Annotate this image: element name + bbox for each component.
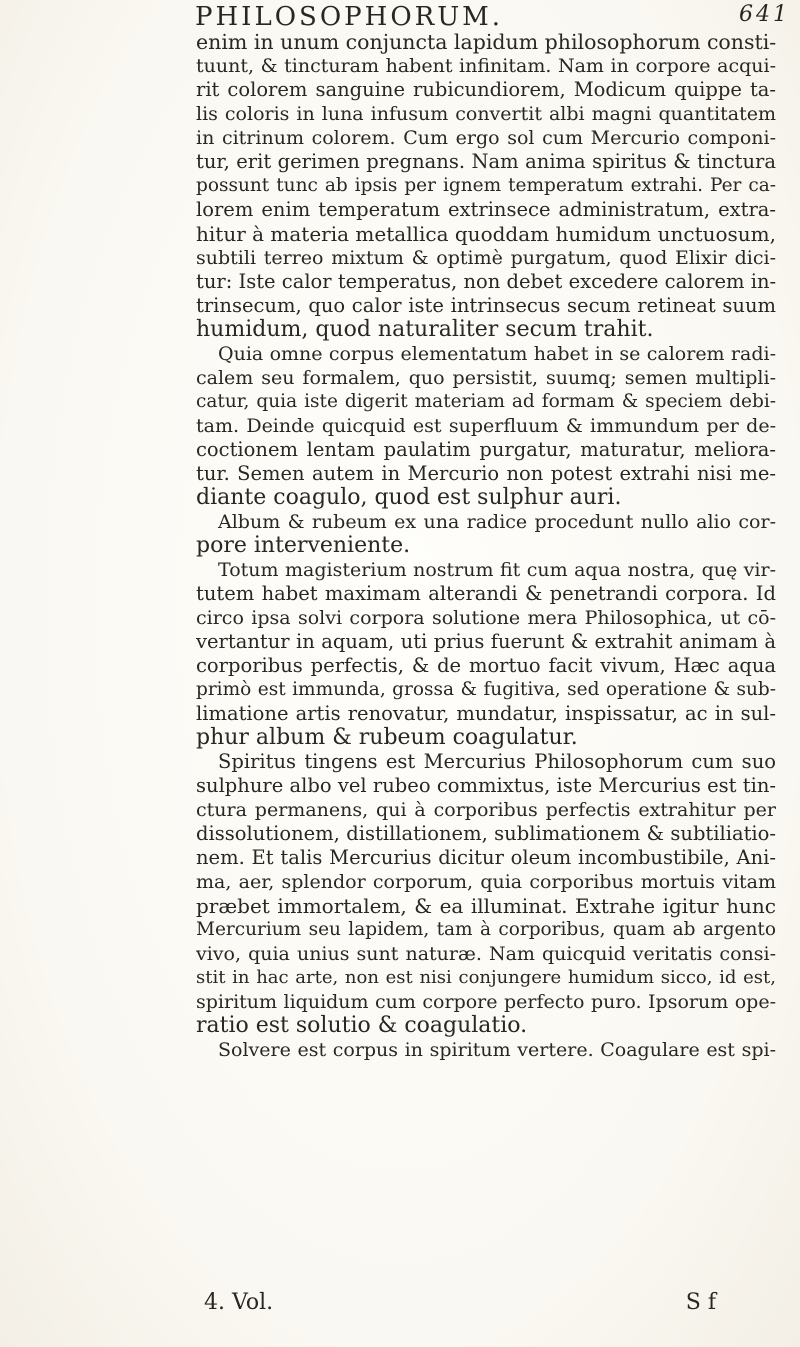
text-line: pore interveniente. [196,534,411,558]
text-line: Spiritus tingens est Mercurius Philosophorum cum suo [218,750,776,773]
signature-mark: 4. Vol. [204,1290,274,1315]
text-line: humidum, quod naturaliter secum trahit. [196,318,654,342]
text-line: circo ipsa solvi corpora solutione mera Philosophica, ut cō- [196,607,776,629]
text-line: tutem habet maximam alterandi & penetrandi corpora. Id [196,582,776,605]
text-line: phur album & rubeum coagulatur. [196,726,578,750]
text-line: ctura permanens, qui à corporibus perfectis extrahitur per [196,799,776,821]
text-line: trinsecum, quo calor iste intrinsecus secum retineat suum [196,294,776,317]
text-line: vertantur in aquam, uti prius fuerunt & extrahit animam à [196,630,776,653]
text-line: limatione artis renovatur, mundatur, inspissatur, ac in sul- [196,702,776,725]
text-line: tur. Semen autem in Mercurio non potest extrahi nisi me- [196,462,776,485]
text-line: stit in hac arte, non est nisi conjungere humidum sicco, id est, [196,967,776,988]
text-line: spiritum liquidum cum corpore perfecto puro. Ipsorum ope- [196,991,776,1013]
text-line: lorem enim temperatum extrinsece administratum, extra- [196,198,776,221]
text-line: ratio est solutio & coagulatio. [196,1014,528,1038]
text-line: calem seu formalem, quo persistit, suumq; semen multipli- [196,367,776,389]
text-line: tur, erit gerimen pregnans. Nam anima spiritus & tinctura [196,150,776,173]
text-line: coctionem lentam paulatim purgatur, maturatur, meliora- [196,438,776,461]
text-line: Totum magisterium nostrum fit cum aqua nostra, quę vir- [218,559,776,581]
text-line: Album & rubeum ex una radice procedunt nullo alio cor- [218,511,776,533]
text-line: hitur à materia metallica quoddam humidum unctuosum, [196,222,776,246]
text-line: Quia omne corpus elementatum habet in se calorem radi- [218,343,776,365]
text-line: vivo, quia unius sunt naturæ. Nam quicquid veritatis consi- [196,943,776,965]
text-line: tam. Deinde quicquid est superfluum & immundum per de- [196,415,776,437]
text-line: tur: Iste calor temperatus, non debet excedere calorem in- [196,270,776,293]
text-line: corporibus perfectis, & de mortuo facit vivum, Hæc aqua [196,654,776,677]
text-line: lis coloris in luna infusum convertit albi magni quantitatem [196,103,776,125]
text-line: enim in unum conjuncta lapidum philosophorum consti- [196,30,776,54]
text-line: dissolutionem, distillationem, sublimationem & subtiliatio- [196,822,776,845]
text-line: rit colorem sanguine rubicundiorem, Modicum quippe ta- [196,78,776,101]
page-number: 641 [739,2,790,27]
page-footer [196,1290,716,1318]
text-line: ma, aer, splendor corporum, quia corporibus mortuis vitam [196,871,776,893]
page-body [196,30,776,1062]
text-line: primò est immunda, grossa & fugitiva, sed operatione & sub- [196,679,776,700]
text-line: Solvere est corpus in spiritum vertere. Coagulare est spi- [218,1039,776,1061]
text-line: in citrinum colorem. Cum ergo sol cum Mercurio componi- [196,127,776,149]
running-head: PHILOSOPHORUM. [195,2,504,32]
text-line: Mercurium seu lapidem, tam à corporibus, quam ab argento [196,919,776,940]
text-line: nem. Et talis Mercurius dicitur oleum incombustibile, Ani- [196,846,776,869]
text-line: sulphure albo vel rubeo commixtus, iste Mercurius est tin- [196,774,776,797]
text-line: subtili terreo mixtum & optimè purgatum, quod Elixir dici- [196,247,776,269]
text-line: diante coagulo, quod est sulphur auri. [196,486,622,510]
text-line: tuunt, & tincturam habent infinitam. Nam in corpore acqui- [196,55,776,77]
text-line: possunt tunc ab ipsis per ignem temperatum extrahi. Per ca- [196,175,776,196]
text-line: catur, quia iste digerit materiam ad formam & speciem debi- [196,391,776,412]
catchword: S f [685,1290,716,1315]
text-line: præbet immortalem, & ea illuminat. Extrahe igitur hunc [196,894,776,918]
